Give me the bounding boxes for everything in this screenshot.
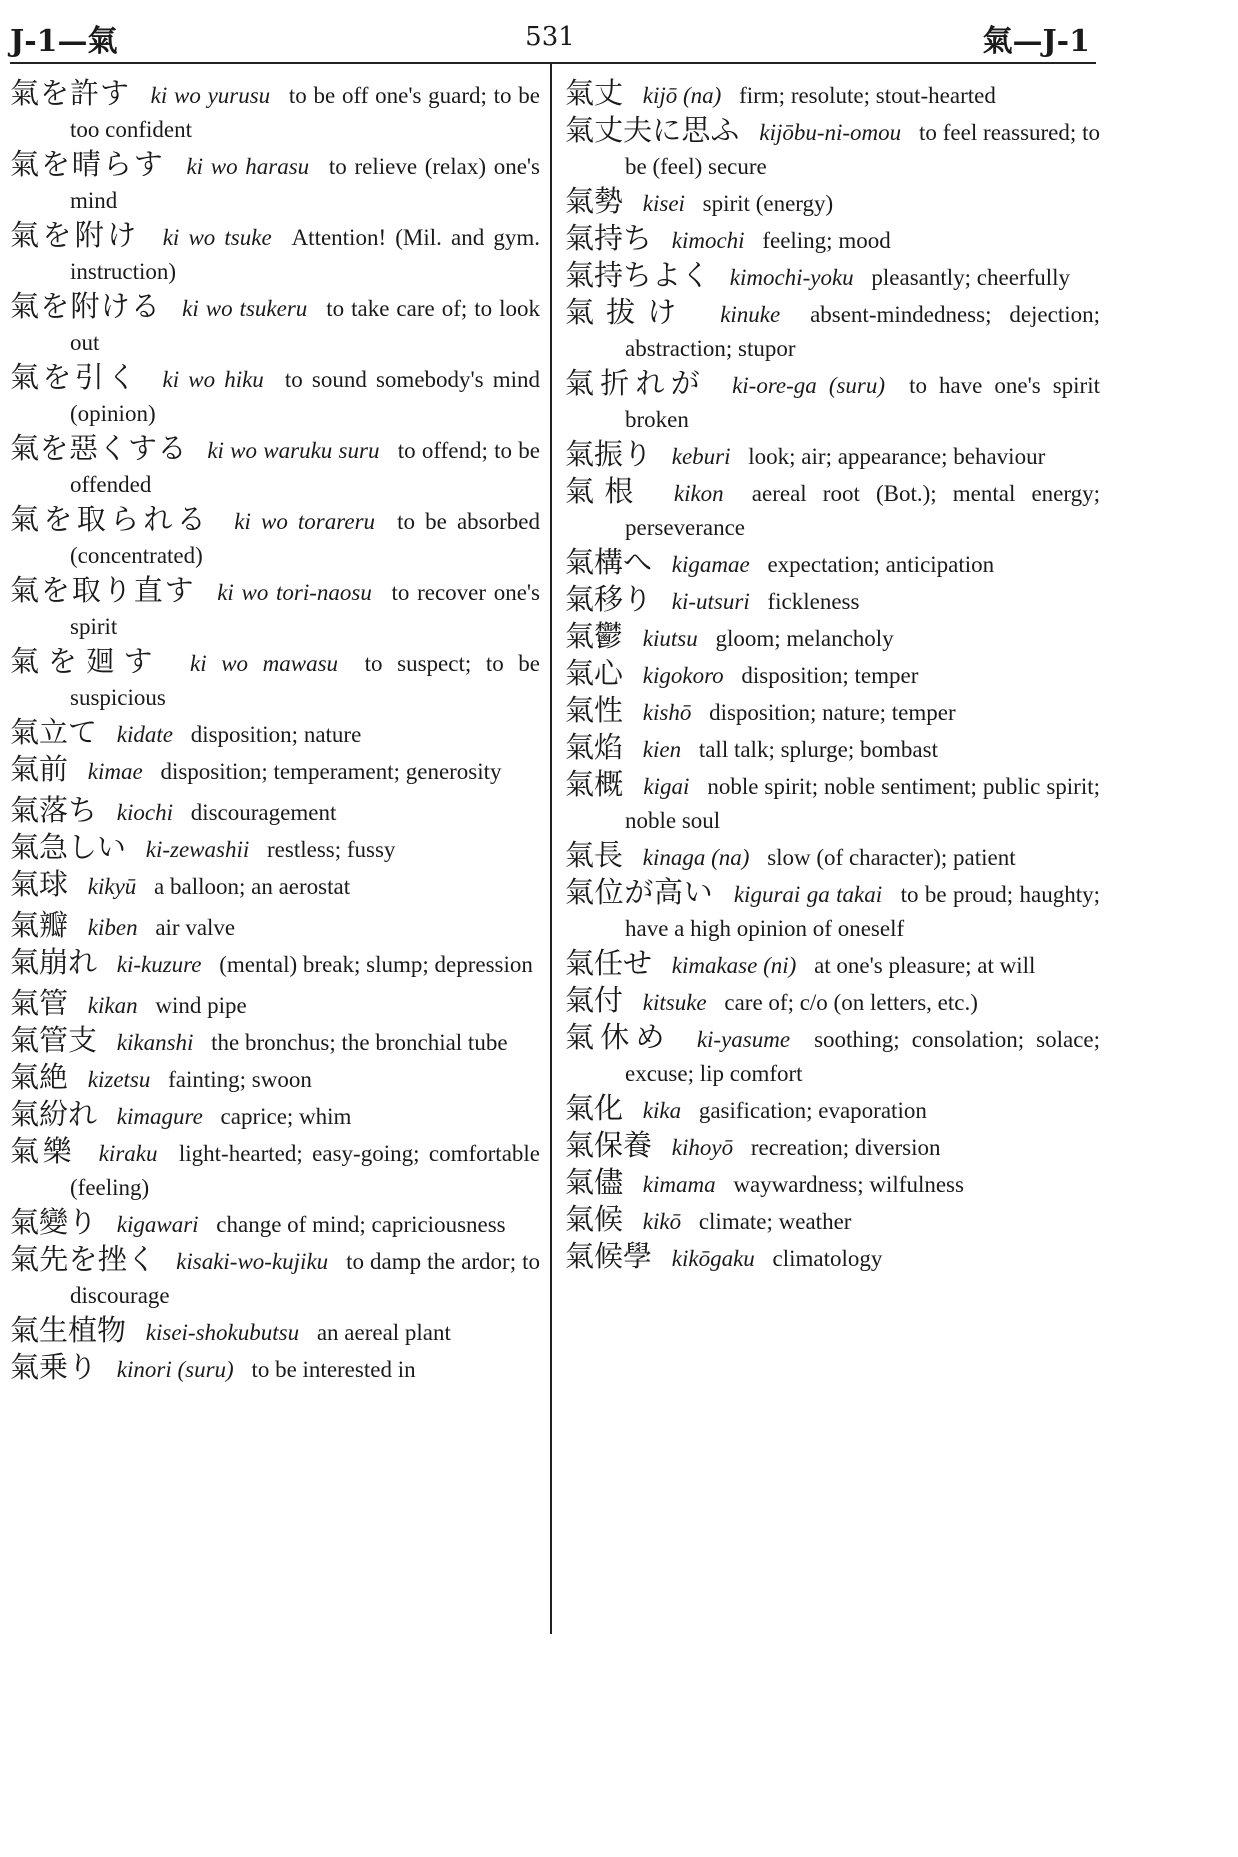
entry-reading: kigamae: [671, 552, 750, 577]
entry-definition: to feel reassured; to be (feel) secure: [625, 120, 1101, 179]
dictionary-entry: [565, 184, 1100, 221]
entry-reading: kigai: [643, 774, 690, 799]
entry-reading: keburi: [671, 444, 731, 469]
entry-headword: 氣心: [565, 656, 624, 690]
entry-definition: tall talk; splurge; bombast: [698, 737, 938, 762]
entry-definition: to suspect; to be suspicious: [70, 651, 541, 710]
dictionary-entry: [565, 474, 1100, 545]
dictionary-entry: [10, 752, 540, 789]
entry-headword: 氣根: [565, 474, 644, 508]
entry-reading: kiraku: [98, 1141, 158, 1166]
dictionary-entry: [565, 838, 1100, 875]
entry-headword: 氣を取り直す: [10, 573, 196, 607]
entry-headword: 氣焰: [565, 730, 624, 764]
entry-headword: 氣休め: [565, 1020, 671, 1054]
dictionary-entry: [10, 1097, 540, 1134]
entry-definition: care of; c/o (on letters, etc.): [724, 990, 978, 1015]
dictionary-entry: [565, 221, 1100, 258]
entry-headword: 氣構へ: [565, 545, 653, 579]
entry-definition: Attention! (Mil. and gym. instruction): [70, 225, 541, 284]
entry-reading: kikōgaku: [671, 1246, 755, 1271]
entry-reading: ki-zewashii: [145, 837, 250, 862]
running-head-right: 氣—J-1: [982, 24, 1090, 59]
running-head-left: J-1—氣: [10, 24, 118, 59]
entry-reading: kikan: [87, 993, 138, 1018]
entry-definition: slow (of character); patient: [767, 845, 1016, 870]
entry-reading: ki-ore-ga (suru): [732, 373, 886, 398]
entry-definition: to have one's spirit broken: [625, 373, 1100, 432]
entry-headword: 氣急しい: [10, 830, 127, 864]
dictionary-entry: [10, 945, 540, 982]
entry-definition: fickleness: [767, 589, 860, 614]
dictionary-entry: [565, 1202, 1100, 1239]
dictionary-entry: [565, 1020, 1100, 1091]
entry-headword: 氣紛れ: [10, 1097, 98, 1131]
entry-definition: gasification; evaporation: [698, 1098, 927, 1123]
entry-reading: kisei: [642, 191, 685, 216]
dictionary-entry: [10, 1060, 540, 1097]
entry-headword: 氣付: [565, 983, 624, 1017]
entry-definition: to be interested in: [251, 1357, 416, 1382]
dictionary-entry: [10, 76, 540, 147]
dictionary-entry: [565, 76, 1100, 113]
entry-reading: kimama: [642, 1172, 716, 1197]
entry-definition: look; air; appearance; behaviour: [748, 444, 1046, 469]
entry-reading: kisaki-wo-kujiku: [176, 1249, 329, 1274]
dictionary-entry: [565, 295, 1100, 366]
dictionary-entry: [565, 582, 1100, 619]
entry-definition: waywardness; wilfulness: [733, 1172, 964, 1197]
entry-headword: 氣長: [565, 838, 624, 872]
entry-definition: discouragement: [190, 800, 337, 825]
entry-headword: 氣前: [10, 752, 69, 786]
entry-reading: kikon: [673, 481, 724, 506]
entry-definition: at one's pleasure; at will: [814, 953, 1036, 978]
dictionary-entry: [10, 908, 540, 945]
entry-definition: restless; fussy: [267, 837, 396, 862]
entry-definition: climatology: [772, 1246, 883, 1271]
entry-definition: fainting; swoon: [168, 1067, 312, 1092]
dictionary-entry: [565, 113, 1100, 184]
entry-headword: 氣を廻す: [10, 644, 162, 678]
dictionary-entry: [10, 1134, 540, 1205]
entry-reading: kiochi: [116, 800, 173, 825]
entry-definition: to take care of; to look out: [70, 296, 540, 355]
entry-reading: kinori (suru): [116, 1357, 234, 1382]
entry-definition: gloom; melancholy: [715, 626, 894, 651]
entry-reading: kitsuke: [642, 990, 707, 1015]
dictionary-entry: [565, 1239, 1100, 1276]
entry-definition: disposition; nature; temper: [709, 700, 956, 725]
dictionary-entry: [10, 1350, 540, 1387]
entry-reading: ki wo tori-naosu: [217, 580, 372, 605]
entry-definition: feeling; mood: [762, 228, 891, 253]
entry-headword: 氣性: [565, 693, 624, 727]
dictionary-entry: [10, 793, 540, 830]
entry-reading: kigawari: [116, 1212, 199, 1237]
entry-reading: kigurai ga takai: [733, 882, 883, 907]
entry-headword: 氣を惡くする: [10, 431, 188, 465]
dictionary-entry: [565, 437, 1100, 474]
entry-headword: 氣變り: [10, 1205, 98, 1239]
entry-reading: kien: [642, 737, 682, 762]
entry-headword: 氣樂: [10, 1134, 76, 1168]
entry-reading: kiutsu: [642, 626, 698, 651]
entry-headword: 氣を許す: [10, 76, 130, 110]
dictionary-entry: [10, 830, 540, 867]
dictionary-entry: [565, 1165, 1100, 1202]
entry-headword: 氣瓣: [10, 908, 69, 942]
entry-headword: 氣任せ: [565, 946, 653, 980]
entry-reading: kihoyō: [671, 1135, 734, 1160]
dictionary-entry: [565, 545, 1100, 582]
entry-reading: kimochi: [671, 228, 745, 253]
entry-headword: 氣拔け: [565, 295, 689, 329]
entry-headword: 氣を附ける: [10, 289, 162, 323]
column-divider: [550, 64, 552, 1634]
entry-reading: kikō: [642, 1209, 682, 1234]
entry-definition: pleasantly; cheerfully: [871, 265, 1071, 290]
entry-definition: to damp the ardor; to discourage: [70, 1249, 540, 1308]
dictionary-entry: [10, 431, 540, 502]
dictionary-entry: [565, 946, 1100, 983]
dictionary-entry: [565, 1091, 1100, 1128]
entry-headword: 氣保養: [565, 1128, 653, 1162]
entry-headword: 氣鬱: [565, 619, 624, 653]
entry-definition: to relieve (relax) one's mind: [70, 154, 541, 213]
entry-reading: kinuke: [720, 302, 781, 327]
entry-reading: ki wo hiku: [162, 367, 264, 392]
entry-definition: recreation; diversion: [750, 1135, 941, 1160]
entry-headword: 氣を引く: [10, 360, 140, 394]
entry-headword: 氣管: [10, 986, 69, 1020]
entry-definition: to recover one's spirit: [70, 580, 540, 639]
entry-definition: light-hearted; easy-going; comfortable (feeling): [70, 1141, 541, 1200]
entry-definition: to be off one's guard; to be too confident: [70, 83, 540, 142]
entry-definition: spirit (energy): [702, 191, 834, 216]
dictionary-entry: [565, 656, 1100, 693]
entry-definition: disposition; temperament; generosity: [160, 759, 502, 784]
left-column: [10, 76, 540, 1387]
entry-headword: 氣振り: [565, 437, 653, 471]
entry-reading: ki wo waruku suru: [207, 438, 380, 463]
dictionary-entry: [565, 730, 1100, 767]
entry-headword: 氣位が高い: [565, 875, 714, 909]
dictionary-entry: [565, 983, 1100, 1020]
dictionary-entry: [10, 1205, 540, 1242]
dictionary-entry: [10, 360, 540, 431]
dictionary-entry: [565, 258, 1100, 295]
dictionary-entry: [10, 218, 540, 289]
entry-headword: 氣球: [10, 867, 69, 901]
entry-definition: to be proud; haughty; have a high opinion of oneself: [625, 882, 1101, 941]
entry-reading: ki wo tsukeru: [182, 296, 308, 321]
entry-headword: 氣持ちよく: [565, 258, 711, 292]
entry-definition: caprice; whim: [220, 1104, 352, 1129]
entry-reading: ki wo harasu: [186, 154, 310, 179]
dictionary-entry: [10, 867, 540, 904]
entry-definition: disposition; temper: [741, 663, 919, 688]
page-header: [10, 12, 1090, 60]
dictionary-entry: [10, 573, 540, 644]
dictionary-entry: [10, 1023, 540, 1060]
header-rule: [10, 62, 1096, 64]
entry-reading: ki-utsuri: [671, 589, 750, 614]
entry-headword: 氣立て: [10, 715, 98, 749]
entry-definition: an aereal plant: [316, 1320, 451, 1345]
entry-reading: kimakase (ni): [671, 953, 797, 978]
entry-reading: ki wo yurusu: [150, 83, 271, 108]
entry-headword: 氣落ち: [10, 793, 98, 827]
entry-headword: 氣持ち: [565, 221, 653, 255]
entry-headword: 氣移り: [565, 582, 653, 616]
entry-headword: 氣を晴らす: [10, 147, 165, 181]
entry-reading: kimae: [87, 759, 143, 784]
entry-headword: 氣乗り: [10, 1350, 98, 1384]
entry-headword: 氣管支: [10, 1023, 98, 1057]
entry-headword: 氣先を挫く: [10, 1242, 157, 1276]
entry-headword: 氣生植物: [10, 1313, 127, 1347]
entry-headword: 氣を取られる: [10, 502, 211, 536]
entry-reading: kishō: [642, 700, 692, 725]
right-column: [565, 76, 1100, 1276]
entry-definition: aereal root (Bot.); mental energy; perseverance: [625, 481, 1101, 540]
entry-reading: kikanshi: [116, 1030, 194, 1055]
dictionary-entry: [10, 502, 540, 573]
entry-reading: kika: [642, 1098, 682, 1123]
entry-headword: 氣化: [565, 1091, 624, 1125]
entry-definition: to offend; to be offended: [70, 438, 540, 497]
entry-headword: 氣儘: [565, 1165, 624, 1199]
entry-reading: kizetsu: [87, 1067, 151, 1092]
entry-definition: change of mind; capriciousness: [216, 1212, 506, 1237]
dictionary-entry: [565, 1128, 1100, 1165]
entry-definition: absent-mindedness; dejection; abstraction; stupor: [625, 302, 1101, 361]
dictionary-entry: [565, 767, 1100, 838]
dictionary-entry: [565, 619, 1100, 656]
dictionary-entry: [565, 693, 1100, 730]
entry-headword: 氣勢: [565, 184, 624, 218]
entry-headword: 氣折れが: [565, 366, 707, 400]
entry-reading: kidate: [116, 722, 173, 747]
entry-definition: air valve: [155, 915, 236, 940]
entry-reading: kikyū: [87, 874, 137, 899]
dictionary-entry: [10, 715, 540, 752]
entry-reading: ki-yasume: [696, 1027, 791, 1052]
dictionary-entry: [10, 1242, 540, 1313]
page-number: 531: [525, 22, 575, 52]
dictionary-entry: [10, 147, 540, 218]
entry-definition: to be absorbed (concentrated): [70, 509, 540, 568]
entry-reading: kijō (na): [642, 83, 722, 108]
entry-definition: expectation; anticipation: [767, 552, 995, 577]
entry-headword: 氣概: [565, 767, 624, 801]
dictionary-entry: [565, 875, 1100, 946]
dictionary-entry: [565, 366, 1100, 437]
dictionary-entry: [10, 1313, 540, 1350]
entry-definition: noble spirit; noble sentiment; public spirit; noble soul: [625, 774, 1100, 833]
entry-definition: soothing; consolation; solace; excuse; lip comfort: [625, 1027, 1101, 1086]
entry-headword: 氣候學: [565, 1239, 653, 1273]
entry-definition: wind pipe: [155, 993, 247, 1018]
entry-definition: a balloon; an aerostat: [154, 874, 351, 899]
entry-definition: firm; resolute; stout-hearted: [739, 83, 996, 108]
entry-definition: climate; weather: [698, 1209, 852, 1234]
entry-headword: 氣候: [565, 1202, 624, 1236]
entry-definition: to sound somebody's mind (opinion): [70, 367, 541, 426]
entry-reading: ki wo torareru: [234, 509, 376, 534]
entry-definition: (mental) break; slump; depression: [219, 952, 533, 977]
entry-definition: disposition; nature: [190, 722, 362, 747]
dictionary-entry: [10, 289, 540, 360]
entry-reading: kiben: [87, 915, 138, 940]
dictionary-entry: [10, 986, 540, 1023]
dictionary-entry: [10, 644, 540, 715]
entry-headword: 氣崩れ: [10, 945, 98, 979]
entry-definition: the bronchus; the bronchial tube: [211, 1030, 508, 1055]
entry-reading: kijōbu-ni-omou: [759, 120, 902, 145]
entry-headword: 氣丈夫に思ふ: [565, 113, 740, 147]
entry-reading: kimochi-yoku: [729, 265, 854, 290]
entry-headword: 氣絶: [10, 1060, 69, 1094]
entry-reading: kigokoro: [642, 663, 724, 688]
entry-reading: kisei-shokubutsu: [145, 1320, 300, 1345]
entry-headword: 氣丈: [565, 76, 624, 110]
entry-reading: kimagure: [116, 1104, 203, 1129]
entry-reading: ki wo mawasu: [190, 651, 339, 676]
entry-headword: 氣を附け: [10, 218, 140, 252]
entry-reading: ki-kuzure: [116, 952, 202, 977]
entry-reading: ki wo tsuke: [162, 225, 272, 250]
entry-reading: kinaga (na): [642, 845, 750, 870]
